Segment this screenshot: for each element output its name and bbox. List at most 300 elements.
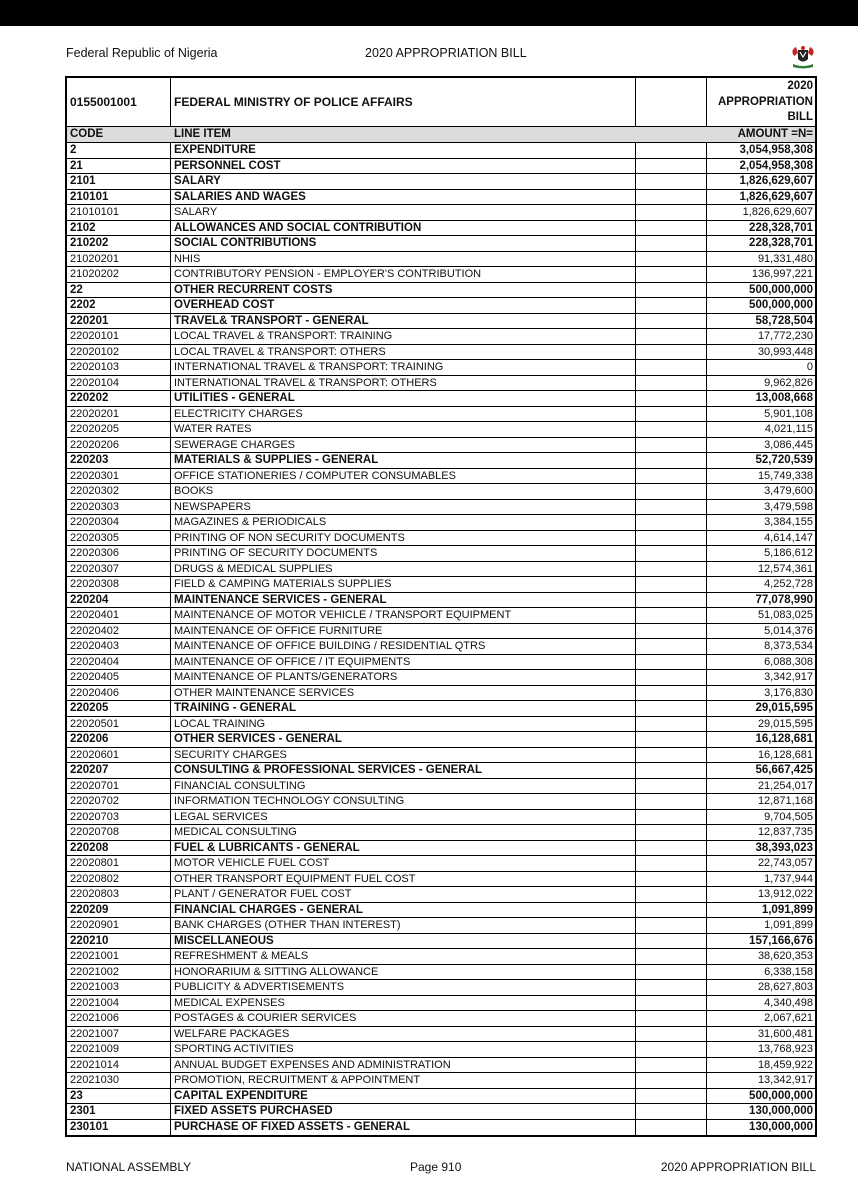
row-spacer (636, 810, 707, 825)
table-row (67, 1011, 815, 1027)
row-amount: 1,826,629,607 (742, 206, 813, 218)
row-amount: 5,186,612 (764, 547, 813, 559)
table-row (67, 515, 815, 531)
table-row (67, 236, 815, 252)
row-spacer (636, 422, 707, 437)
row-spacer (636, 639, 707, 654)
row-line-item: FINANCIAL CHARGES - GENERAL (171, 903, 636, 918)
row-line-item: SEWERAGE CHARGES (171, 438, 636, 453)
row-spacer (636, 205, 707, 220)
table-row (67, 701, 815, 717)
row-spacer (636, 856, 707, 871)
row-amount: 56,667,425 (755, 764, 813, 776)
row-code: 230101 (67, 1120, 171, 1136)
row-code: 22020801 (67, 856, 171, 871)
table-body (67, 143, 815, 1135)
amount-title-bill: BILL (787, 111, 813, 123)
row-code: 22020404 (67, 655, 171, 670)
row-spacer (636, 515, 707, 530)
table-row (67, 1073, 815, 1089)
row-spacer (636, 407, 707, 422)
table-row (67, 686, 815, 702)
row-line-item: INFORMATION TECHNOLOGY CONSULTING (171, 794, 636, 809)
table-row (67, 190, 815, 206)
row-spacer (636, 1058, 707, 1073)
page-footer (0, 1160, 858, 1180)
row-line-item: REFRESHMENT & MEALS (171, 949, 636, 964)
table-row (67, 267, 815, 283)
row-code: 220205 (67, 701, 171, 716)
row-code: 2301 (67, 1104, 171, 1119)
row-line-item: MAINTENANCE OF OFFICE BUILDING / RESIDENTIAL QTRS (171, 639, 636, 654)
row-amount: 3,479,598 (764, 500, 813, 513)
row-spacer (636, 252, 707, 267)
row-line-item: EXPENDITURE (171, 143, 636, 158)
row-line-item: PROMOTION, RECRUITMENT & APPOINTMENT (171, 1073, 636, 1088)
row-spacer (636, 887, 707, 902)
row-line-item: LOCAL TRAVEL & TRANSPORT: TRAINING (171, 329, 636, 344)
row-line-item: LEGAL SERVICES (171, 810, 636, 825)
table-row (67, 872, 815, 888)
row-code: 21010101 (67, 205, 171, 220)
table-row (67, 174, 815, 190)
row-spacer (636, 159, 707, 174)
agency-code: 0155001001 (67, 78, 171, 126)
amount-title-appropriation: APPROPRIATION (718, 95, 813, 108)
row-line-item: MEDICAL CONSULTING (171, 825, 636, 840)
row-line-item: SALARY (171, 205, 636, 220)
table-row (67, 841, 815, 857)
row-amount: 77,078,990 (755, 593, 813, 606)
row-spacer (636, 562, 707, 577)
row-code: 22020306 (67, 546, 171, 561)
row-amount: 500,000,000 (749, 299, 813, 311)
row-line-item: ALLOWANCES AND SOCIAL CONTRIBUTION (171, 221, 636, 236)
row-code: 22020702 (67, 794, 171, 809)
row-code: 220208 (67, 841, 171, 856)
row-amount: 0 (806, 361, 813, 373)
row-amount: 1,737,944 (764, 872, 813, 885)
row-amount: 1,826,629,607 (739, 190, 813, 203)
row-spacer (636, 903, 707, 918)
table-row (67, 763, 815, 779)
table-row (67, 422, 815, 438)
row-spacer (636, 174, 707, 189)
row-amount: 4,614,147 (764, 531, 813, 544)
row-spacer (636, 469, 707, 484)
row-amount: 500,000,000 (749, 283, 813, 296)
table-row (67, 562, 815, 578)
row-spacer (636, 918, 707, 933)
row-amount: 30,993,448 (757, 345, 813, 358)
row-code: 220203 (67, 453, 171, 468)
row-spacer (636, 980, 707, 995)
row-spacer (636, 345, 707, 360)
table-row (67, 794, 815, 810)
row-line-item: ANNUAL BUDGET EXPENSES AND ADMINISTRATION (171, 1058, 636, 1073)
row-code: 22020308 (67, 577, 171, 592)
row-line-item: FIXED ASSETS PURCHASED (171, 1104, 636, 1119)
row-line-item: PLANT / GENERATOR FUEL COST (171, 887, 636, 902)
row-line-item: WELFARE PACKAGES (171, 1027, 636, 1042)
table-row (67, 159, 815, 175)
row-amount: 17,772,230 (757, 330, 813, 342)
row-amount: 4,252,728 (764, 578, 813, 590)
row-amount: 2,067,621 (764, 1012, 813, 1024)
appropriation-table (65, 76, 817, 1137)
row-line-item: FIELD & CAMPING MATERIALS SUPPLIES (171, 577, 636, 592)
row-spacer (636, 546, 707, 561)
row-amount: 500,000,000 (749, 1089, 813, 1102)
row-line-item: HONORARIUM & SITTING ALLOWANCE (171, 965, 636, 980)
row-line-item: MAINTENANCE OF PLANTS/GENERATORS (171, 670, 636, 685)
row-amount: 38,620,353 (757, 950, 813, 962)
row-spacer (636, 763, 707, 778)
row-line-item: OVERHEAD COST (171, 298, 636, 313)
header-country: Federal Republic of Nigeria (66, 46, 218, 60)
row-amount: 3,384,155 (764, 516, 813, 528)
row-line-item: POSTAGES & COURIER SERVICES (171, 1011, 636, 1026)
row-line-item: MOTOR VEHICLE FUEL COST (171, 856, 636, 871)
row-spacer (636, 779, 707, 794)
blank-cell (636, 78, 707, 126)
row-spacer (636, 143, 707, 158)
footer-assembly: NATIONAL ASSEMBLY (66, 1160, 192, 1174)
row-code: 22020303 (67, 500, 171, 515)
row-code: 22020501 (67, 717, 171, 732)
amount-header: AMOUNT =N= (737, 128, 813, 140)
table-row (67, 577, 815, 593)
row-amount: 13,008,668 (755, 392, 813, 404)
row-code: 22020201 (67, 407, 171, 422)
table-row (67, 407, 815, 423)
row-amount: 5,014,376 (764, 624, 813, 637)
table-row (67, 546, 815, 562)
table-row (67, 221, 815, 237)
line-item-header: LINE ITEM (174, 128, 231, 140)
coat-of-arms-icon (788, 44, 818, 70)
row-spacer (636, 236, 707, 251)
row-spacer (636, 1120, 707, 1136)
table-row (67, 670, 815, 686)
row-line-item: BANK CHARGES (OTHER THAN INTEREST) (171, 918, 636, 933)
row-code: 22021004 (67, 996, 171, 1011)
row-amount: 4,340,498 (764, 996, 813, 1009)
row-code: 22021006 (67, 1011, 171, 1026)
table-row (67, 903, 815, 919)
row-code: 22020301 (67, 469, 171, 484)
column-header-row (67, 127, 815, 143)
amount-title-year: 2020 (787, 80, 813, 92)
page-header (0, 44, 858, 64)
row-spacer (636, 329, 707, 344)
row-line-item: UTILITIES - GENERAL (171, 391, 636, 406)
row-spacer (636, 717, 707, 732)
table-row (67, 484, 815, 500)
row-line-item: BOOKS (171, 484, 636, 499)
row-line-item: OFFICE STATIONERIES / COMPUTER CONSUMABLES (171, 469, 636, 484)
table-row (67, 934, 815, 950)
row-line-item: SALARIES AND WAGES (171, 190, 636, 205)
row-line-item: INTERNATIONAL TRAVEL & TRANSPORT: TRAINING (171, 360, 636, 375)
row-amount: 3,086,445 (764, 438, 813, 451)
table-row (67, 252, 815, 268)
row-spacer (636, 670, 707, 685)
row-spacer (636, 221, 707, 236)
row-line-item: SPORTING ACTIVITIES (171, 1042, 636, 1057)
row-spacer (636, 360, 707, 375)
agency-name: FEDERAL MINISTRY OF POLICE AFFAIRS (171, 78, 636, 126)
row-spacer (636, 841, 707, 856)
row-code: 220204 (67, 593, 171, 608)
row-spacer (636, 438, 707, 453)
row-code: 22020401 (67, 608, 171, 623)
row-spacer (636, 748, 707, 763)
table-row (67, 1027, 815, 1043)
table-row (67, 283, 815, 299)
row-spacer (636, 453, 707, 468)
row-spacer (636, 794, 707, 809)
row-code: 2102 (67, 221, 171, 236)
table-row (67, 624, 815, 640)
row-line-item: MAGAZINES & PERIODICALS (171, 515, 636, 530)
row-line-item: PRINTING OF NON SECURITY DOCUMENTS (171, 531, 636, 546)
row-line-item: NEWSPAPERS (171, 500, 636, 515)
table-row (67, 453, 815, 469)
row-amount: 157,166,676 (749, 934, 813, 947)
footer-bill-title: 2020 APPROPRIATION BILL (660, 1160, 816, 1174)
row-amount: 2,054,958,308 (739, 159, 813, 172)
row-line-item: MEDICAL EXPENSES (171, 996, 636, 1011)
table-row (67, 360, 815, 376)
row-spacer (636, 267, 707, 282)
table-row (67, 717, 815, 733)
row-amount: 5,901,108 (764, 407, 813, 420)
row-code: 210101 (67, 190, 171, 205)
row-line-item: OTHER MAINTENANCE SERVICES (171, 686, 636, 701)
table-row (67, 996, 815, 1012)
row-amount: 228,328,701 (749, 237, 813, 249)
table-row (67, 608, 815, 624)
row-code: 22021014 (67, 1058, 171, 1073)
row-code: 220210 (67, 934, 171, 949)
row-amount: 31,600,481 (757, 1027, 813, 1040)
row-line-item: PURCHASE OF FIXED ASSETS - GENERAL (171, 1120, 636, 1136)
row-amount: 4,021,115 (764, 423, 813, 435)
row-spacer (636, 314, 707, 329)
row-amount: 1,091,899 (761, 903, 813, 916)
table-row (67, 376, 815, 392)
table-row (67, 205, 815, 221)
row-amount: 3,176,830 (764, 686, 813, 699)
row-line-item: DRUGS & MEDICAL SUPPLIES (171, 562, 636, 577)
row-line-item: MAINTENANCE SERVICES - GENERAL (171, 593, 636, 608)
table-row (67, 748, 815, 764)
row-amount: 6,088,308 (764, 655, 813, 668)
row-spacer (636, 655, 707, 670)
row-spacer (636, 391, 707, 406)
row-line-item: WATER RATES (171, 422, 636, 437)
row-line-item: FUEL & LUBRICANTS - GENERAL (171, 841, 636, 856)
row-amount: 3,342,917 (764, 671, 813, 683)
row-line-item: LOCAL TRAINING (171, 717, 636, 732)
code-header: CODE (70, 128, 104, 140)
row-amount: 51,083,025 (757, 609, 813, 621)
top-black-bar (0, 0, 858, 26)
row-amount: 1,091,899 (764, 919, 813, 931)
row-spacer (636, 531, 707, 546)
row-spacer (636, 825, 707, 840)
row-spacer (636, 872, 707, 887)
row-line-item: OTHER SERVICES - GENERAL (171, 732, 636, 747)
agency-title-row (67, 78, 815, 127)
row-line-item: FINANCIAL CONSULTING (171, 779, 636, 794)
row-spacer (636, 934, 707, 949)
table-row (67, 329, 815, 345)
row-spacer (636, 1011, 707, 1026)
row-amount: 228,328,701 (749, 221, 813, 234)
row-amount: 29,015,595 (755, 702, 813, 714)
row-spacer (636, 593, 707, 608)
row-code: 22021030 (67, 1073, 171, 1088)
header-bill-title: 2020 APPROPRIATION BILL (365, 46, 527, 60)
row-line-item: SOCIAL CONTRIBUTIONS (171, 236, 636, 251)
row-code: 2101 (67, 174, 171, 189)
row-amount: 18,459,922 (757, 1058, 813, 1071)
row-amount: 9,962,826 (764, 376, 813, 389)
row-amount: 13,342,917 (757, 1074, 813, 1086)
row-code: 22020403 (67, 639, 171, 654)
row-line-item: PUBLICITY & ADVERTISEMENTS (171, 980, 636, 995)
row-line-item: ELECTRICITY CHARGES (171, 407, 636, 422)
row-spacer (636, 624, 707, 639)
row-code: 220206 (67, 732, 171, 747)
row-spacer (636, 732, 707, 747)
row-code: 22020402 (67, 624, 171, 639)
row-code: 22021003 (67, 980, 171, 995)
row-code: 22020405 (67, 670, 171, 685)
row-line-item: NHIS (171, 252, 636, 267)
row-code: 220201 (67, 314, 171, 329)
row-line-item: MAINTENANCE OF OFFICE FURNITURE (171, 624, 636, 639)
row-line-item: PERSONNEL COST (171, 159, 636, 174)
table-row (67, 143, 815, 159)
row-amount: 12,871,168 (757, 795, 813, 807)
table-row (67, 531, 815, 547)
table-row (67, 1058, 815, 1074)
row-code: 2 (67, 143, 171, 158)
row-line-item: SECURITY CHARGES (171, 748, 636, 763)
row-spacer (636, 298, 707, 313)
row-amount: 12,837,735 (757, 826, 813, 838)
table-row (67, 1104, 815, 1120)
row-amount: 28,627,803 (757, 981, 813, 993)
row-code: 22020701 (67, 779, 171, 794)
table-row (67, 949, 815, 965)
table-row (67, 1089, 815, 1105)
row-line-item: CONSULTING & PROFESSIONAL SERVICES - GENERAL (171, 763, 636, 778)
table-row (67, 438, 815, 454)
row-code: 22020101 (67, 329, 171, 344)
row-spacer (636, 949, 707, 964)
row-code: 22020103 (67, 360, 171, 375)
table-row (67, 856, 815, 872)
row-spacer (636, 1042, 707, 1057)
table-row (67, 732, 815, 748)
row-line-item: LOCAL TRAVEL & TRANSPORT: OTHERS (171, 345, 636, 360)
table-row (67, 639, 815, 655)
row-code: 21 (67, 159, 171, 174)
row-code: 220209 (67, 903, 171, 918)
table-row (67, 887, 815, 903)
row-spacer (636, 484, 707, 499)
row-code: 210202 (67, 236, 171, 251)
table-row (67, 825, 815, 841)
row-amount: 16,128,681 (757, 748, 813, 761)
row-code: 22020305 (67, 531, 171, 546)
row-code: 220207 (67, 763, 171, 778)
row-spacer (636, 965, 707, 980)
row-spacer (636, 996, 707, 1011)
row-code: 22020304 (67, 515, 171, 530)
row-code: 22020104 (67, 376, 171, 391)
amount-column-title (707, 78, 815, 126)
table-row (67, 469, 815, 485)
row-code: 22020601 (67, 748, 171, 763)
row-amount: 3,054,958,308 (739, 144, 813, 156)
row-amount: 52,720,539 (755, 454, 813, 466)
row-line-item: OTHER TRANSPORT EQUIPMENT FUEL COST (171, 872, 636, 887)
table-row (67, 1042, 815, 1058)
row-code: 22020803 (67, 887, 171, 902)
row-code: 22021007 (67, 1027, 171, 1042)
table-row (67, 391, 815, 407)
row-code: 22021009 (67, 1042, 171, 1057)
row-amount: 6,338,158 (764, 965, 813, 978)
row-code: 22020708 (67, 825, 171, 840)
table-row (67, 1120, 815, 1136)
table-row (67, 965, 815, 981)
row-spacer (636, 190, 707, 205)
table-row (67, 500, 815, 516)
row-spacer (636, 686, 707, 701)
row-code: 22020802 (67, 872, 171, 887)
row-spacer (636, 1089, 707, 1104)
row-amount: 130,000,000 (749, 1105, 813, 1117)
row-amount: 16,128,681 (755, 733, 813, 745)
row-code: 22020102 (67, 345, 171, 360)
row-code: 21020201 (67, 252, 171, 267)
table-row (67, 779, 815, 795)
table-row (67, 298, 815, 314)
row-amount: 3,479,600 (764, 485, 813, 497)
row-code: 22 (67, 283, 171, 298)
row-line-item: MISCELLANEOUS (171, 934, 636, 949)
row-code: 22020703 (67, 810, 171, 825)
row-amount: 91,331,480 (757, 252, 813, 265)
row-line-item: INTERNATIONAL TRAVEL & TRANSPORT: OTHERS (171, 376, 636, 391)
row-code: 22020901 (67, 918, 171, 933)
row-amount: 58,728,504 (755, 314, 813, 327)
row-amount: 1,826,629,607 (739, 175, 813, 187)
row-spacer (636, 376, 707, 391)
row-amount: 13,768,923 (757, 1043, 813, 1055)
row-line-item: MATERIALS & SUPPLIES - GENERAL (171, 453, 636, 468)
row-code: 22020302 (67, 484, 171, 499)
page-number: Page 910 (410, 1160, 462, 1174)
table-row (67, 918, 815, 934)
row-line-item: CONTRIBUTORY PENSION - EMPLOYER'S CONTRIBUTION (171, 267, 636, 282)
